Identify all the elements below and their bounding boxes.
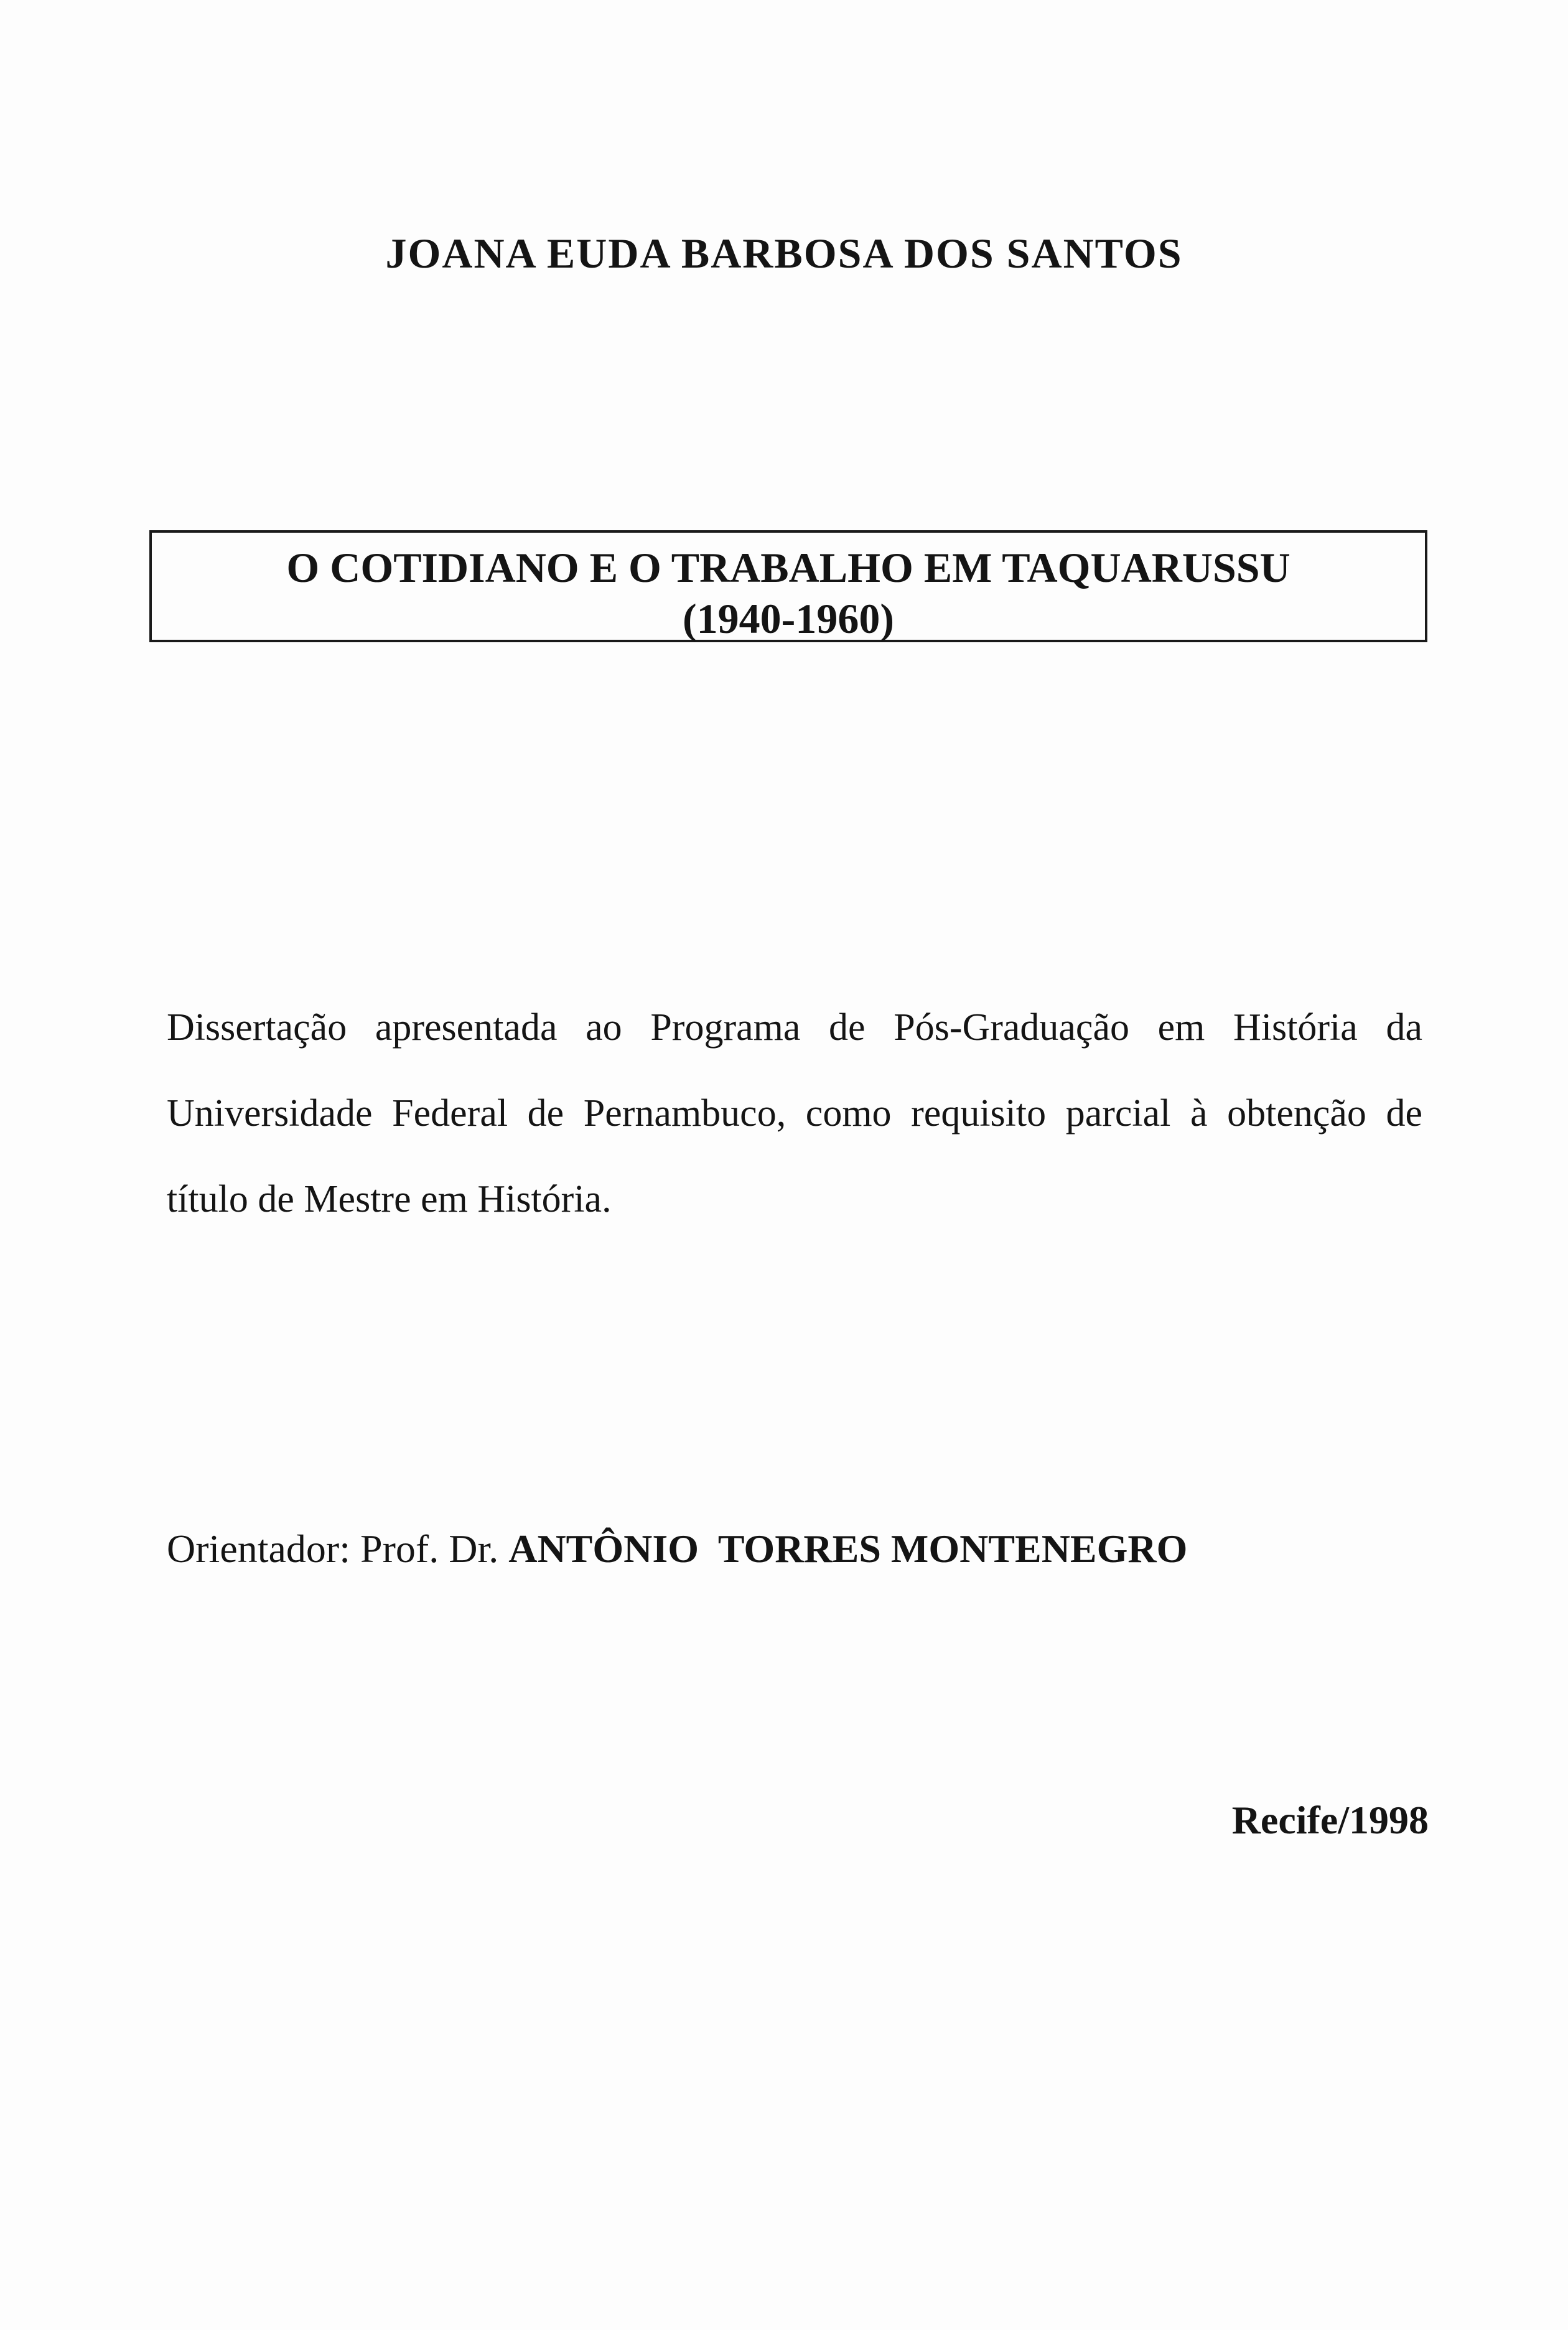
author-name: JOANA EUDA BARBOSA DOS SANTOS (385, 230, 1183, 277)
title-main: O COTIDIANO E O TRABALHO EM TAQUARUSSU (286, 544, 1290, 591)
advisor-label: Orientador: Prof. Dr. (167, 1527, 509, 1571)
advisor-line (167, 1526, 1187, 1572)
dissertation-description: Dissertação apresentada ao Programa de Pós-Graduação em História da Universidade Federal de Pernambuco, como requisito parcial à obtenção de título de Mestre em História. (167, 1006, 1422, 1220)
place-date: Recife/1998 (1231, 1798, 1429, 1842)
advisor-name: ANTÔNIO TORRES MONTENEGRO (508, 1527, 1188, 1571)
title-period: (1940-1960) (683, 595, 894, 642)
title-box (149, 530, 1427, 642)
